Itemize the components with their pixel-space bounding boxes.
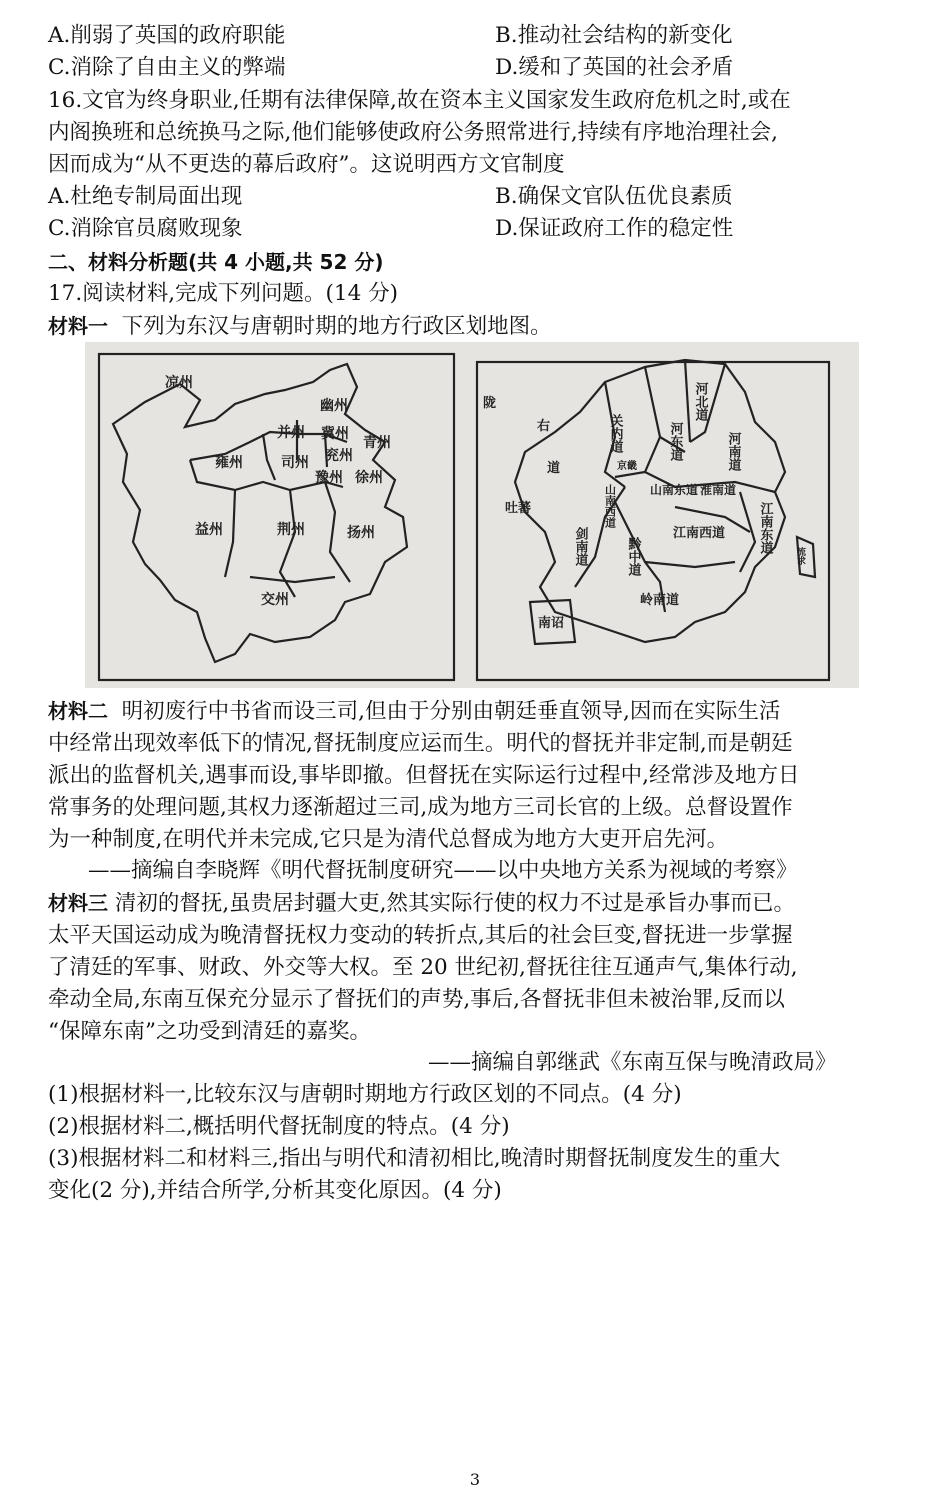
map-label-liang: 凉州 [165,375,193,391]
material-1-text: 下列为东汉与唐朝时期的地方行政区划地图。 [121,314,552,339]
map-label-jiao: 交州 [261,592,289,608]
map-label-longyou-3: 道 [547,461,561,476]
map-tang [477,360,829,680]
sub-question-3-line: 变化(2 分),并结合所学,分析其变化原因。(4 分) [48,1178,502,1203]
map-label-jiannan: 剑南道 [572,527,588,566]
material-3-label: 材料三 [48,891,108,915]
map-label-yang: 扬州 [347,525,375,541]
map-label-si: 司州 [281,455,309,471]
map-label-yi: 益州 [195,522,223,538]
map-label-shannanxi: 山南西道 [603,484,617,528]
q16-option-c: C.消除官员腐败现象 [48,216,243,241]
q16-option-d: D.保证政府工作的稳定性 [495,216,734,241]
left-map-internal [190,420,350,597]
map-label-qianzhong: 黔中道 [625,537,641,576]
map-label-yong: 雍州 [215,455,243,471]
q16-stem-line: 16.文官为终身职业,任期有法律保障,故在资本主义国家发生政府危机之时,或在 [48,88,791,113]
map-label-jing: 荆州 [277,522,305,538]
q17-stem: 17.阅读材料,完成下列问题。(14 分) [48,281,398,306]
q16-stem [48,85,903,181]
material-2-line: 中经常出现效率低下的情况,督抚制度应运而生。明代的督抚并非定制,而是朝廷 [48,731,793,756]
q15-option-c: C.消除了自由主义的弊端 [48,55,286,80]
map-label-xu: 徐州 [355,470,383,486]
q16-option-b: B.确保文官队伍优良素质 [495,184,733,209]
q15-option-a: A.削弱了英国的政府职能 [48,23,286,48]
right-map-frame [477,362,829,680]
map-label-nanzhao: 南诏 [538,616,565,631]
map-label-jiangnandong: 江南东道 [757,502,773,554]
section-title: 二、材料分析题(共 4 小题,共 52 分) [48,250,384,274]
q16-option-a: A.杜绝专制局面出现 [48,184,243,209]
map-label-jiangnanxi: 江南西道 [673,526,726,541]
q16-stem-line: 因而成为“从不更迭的幕后政府”。这说明西方文官制度 [48,152,565,177]
map-label-shannandong: 山南东道 [650,483,699,497]
sub-question-3-line: (3)根据材料二和材料三,指出与明代和清初相比,晚清时期督抚制度发生的重大 [48,1146,781,1171]
sub-question-1: (1)根据材料一,比较东汉与唐朝时期地方行政区划的不同点。(4 分) [48,1082,682,1107]
sub-question-2: (2)根据材料二,概括明代督抚制度的特点。(4 分) [48,1114,510,1139]
material-2-line: 明初废行中书省而设三司,但由于分别由朝廷垂直领导,因而在实际生活 [121,699,781,724]
map-eastern-han [99,354,454,680]
q15-option-d: D.缓和了英国的社会矛盾 [495,55,734,80]
map-label-jingji: 京畿 [617,461,637,472]
map-label-yu: 豫州 [315,470,343,486]
material-2-line: 派出的监督机关,遇事而设,事毕即撤。但督抚在实际运行过程中,经常涉及地方日 [48,763,800,788]
q15-option-b: B.推动社会结构的新变化 [495,23,733,48]
material-2-line: 为一种制度,在明代并未完成,它只是为清代总督成为地方大吏开启先河。 [48,827,729,852]
material-3-line: 太平天国运动成为晚清督抚权力变动的转折点,其后的社会巨变,督抚进一步掌握 [48,923,793,948]
map-label-henan: 河南道 [725,432,741,471]
material-3-line: “保障东南”之功受到清廷的嘉奖。 [48,1019,371,1044]
map-label-you: 幽州 [320,398,348,414]
material-3-line: 牵动全局,东南互保充分显示了督抚们的声势,事后,各督抚非但未被治罪,反而以 [48,987,785,1012]
map-label-bing: 并州 [277,425,305,441]
map-label-yan: 兖州 [325,448,353,464]
map-svg [85,342,859,688]
material-1-label: 材料一 [48,314,108,338]
map-label-hedong: 河东道 [667,422,683,461]
sub-question-3 [48,1143,903,1207]
material-1 [48,310,552,343]
material-3 [48,887,903,1048]
material-3-line: 了清廷的军事、财政、外交等大权。至 20 世纪初,督抚往往互通声气,集体行动, [48,955,798,980]
map-label-huainan: 淮南道 [700,483,737,497]
page-number: 3 [469,1470,481,1489]
material-2-source: ——摘编自李晓辉《明代督抚制度研究——以中央地方关系为视域的考察》 [88,858,798,883]
material-3-line: 清初的督抚,虽贵居封疆大吏,然其实际行使的权力不过是承旨办事而已。 [114,891,796,916]
map-label-longyou-1: 陇 [483,396,497,411]
map-label-guannei: 关内道 [607,414,623,453]
map-label-ji: 冀州 [321,426,349,442]
material-2-line: 常事务的处理问题,其权力逐渐超过三司,成为地方三司长官的上级。总督设置作 [48,795,793,820]
left-map-outline [113,364,407,662]
map-label-hebei: 河北道 [692,382,708,421]
map-label-tubo: 吐蕃 [505,501,532,516]
map-label-qing: 青州 [363,435,391,451]
map-label-longyou-2: 右 [537,419,551,434]
material-2 [48,695,903,856]
map-figure [85,342,859,688]
map-label-liuqiu: 流求 [795,547,805,565]
map-label-lingnan: 岭南道 [640,593,680,608]
q16-stem-line: 内阁换班和总统换马之际,他们能够使政府公务照常进行,持续有序地治理社会, [48,120,779,145]
material-3-source: ——摘编自郭继武《东南互保与晚清政局》 [428,1050,837,1075]
material-2-label: 材料二 [48,699,108,723]
